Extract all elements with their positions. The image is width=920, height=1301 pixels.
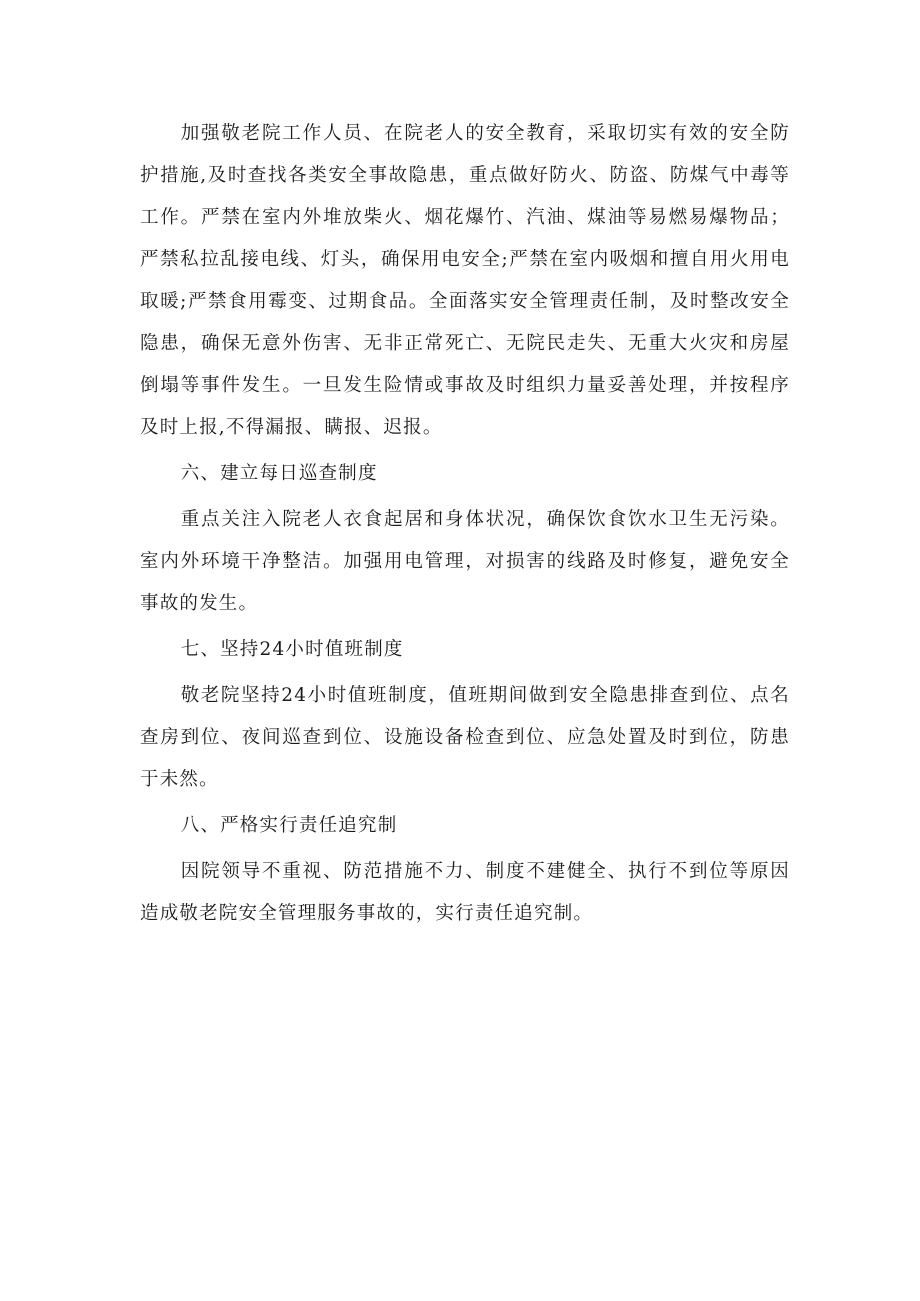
section-heading-24h-duty: 七、坚持24小时值班制度 — [180, 639, 404, 660]
section-heading-daily-inspection: 六、建立每日巡查制度 — [180, 463, 378, 484]
paragraph-accountability: 因院领导不重视、防范措施不力、制度不建健全、执行不到位等原因造成敬老院安全管理服务事故的，实行责任追究制。 — [140, 861, 790, 924]
document-page — [140, 113, 790, 939]
paragraph-daily-inspection: 重点关注入院老人衣食起居和身体状况，确保饮食饮水卫生无污染。室内外环境干净整洁。加强用电管理，对损害的线路及时修复，避免安全事故的发生。 — [140, 509, 790, 614]
paragraph-24h-duty: 敬老院坚持24小时值班制度，值班期间做到安全隐患排查到位、点名查房到位、夜间巡查到位、设施设备检查到位、应急处置及时到位，防患于未然。 — [140, 685, 790, 790]
paragraph-safety-education: 加强敬老院工作人员、在院老人的安全教育，采取切实有效的安全防护措施,及时查找各类安全事故隐患，重点做好防火、防盗、防煤气中毒等工作。严禁在室内外堆放柴火、烟花爆竹、汽油、煤油等易燃易爆物品；严禁私拉乱接电线、灯头，确保用电安全;严禁在室内吸烟和擅自用火用电取暖;严禁食用霉变、过期食品。全面落实安全管理责任制，及时整改安全隐患，确保无意外伤害、无非正常死亡、无院民走失、无重大火灾和房屋倒塌等事件发生。一旦发生险情或事故及时组织力量妥善处理，并按程序及时上报,不得漏报、瞒报、迟报。 — [140, 123, 790, 438]
section-heading-accountability: 八、严格实行责任追究制 — [180, 815, 398, 836]
